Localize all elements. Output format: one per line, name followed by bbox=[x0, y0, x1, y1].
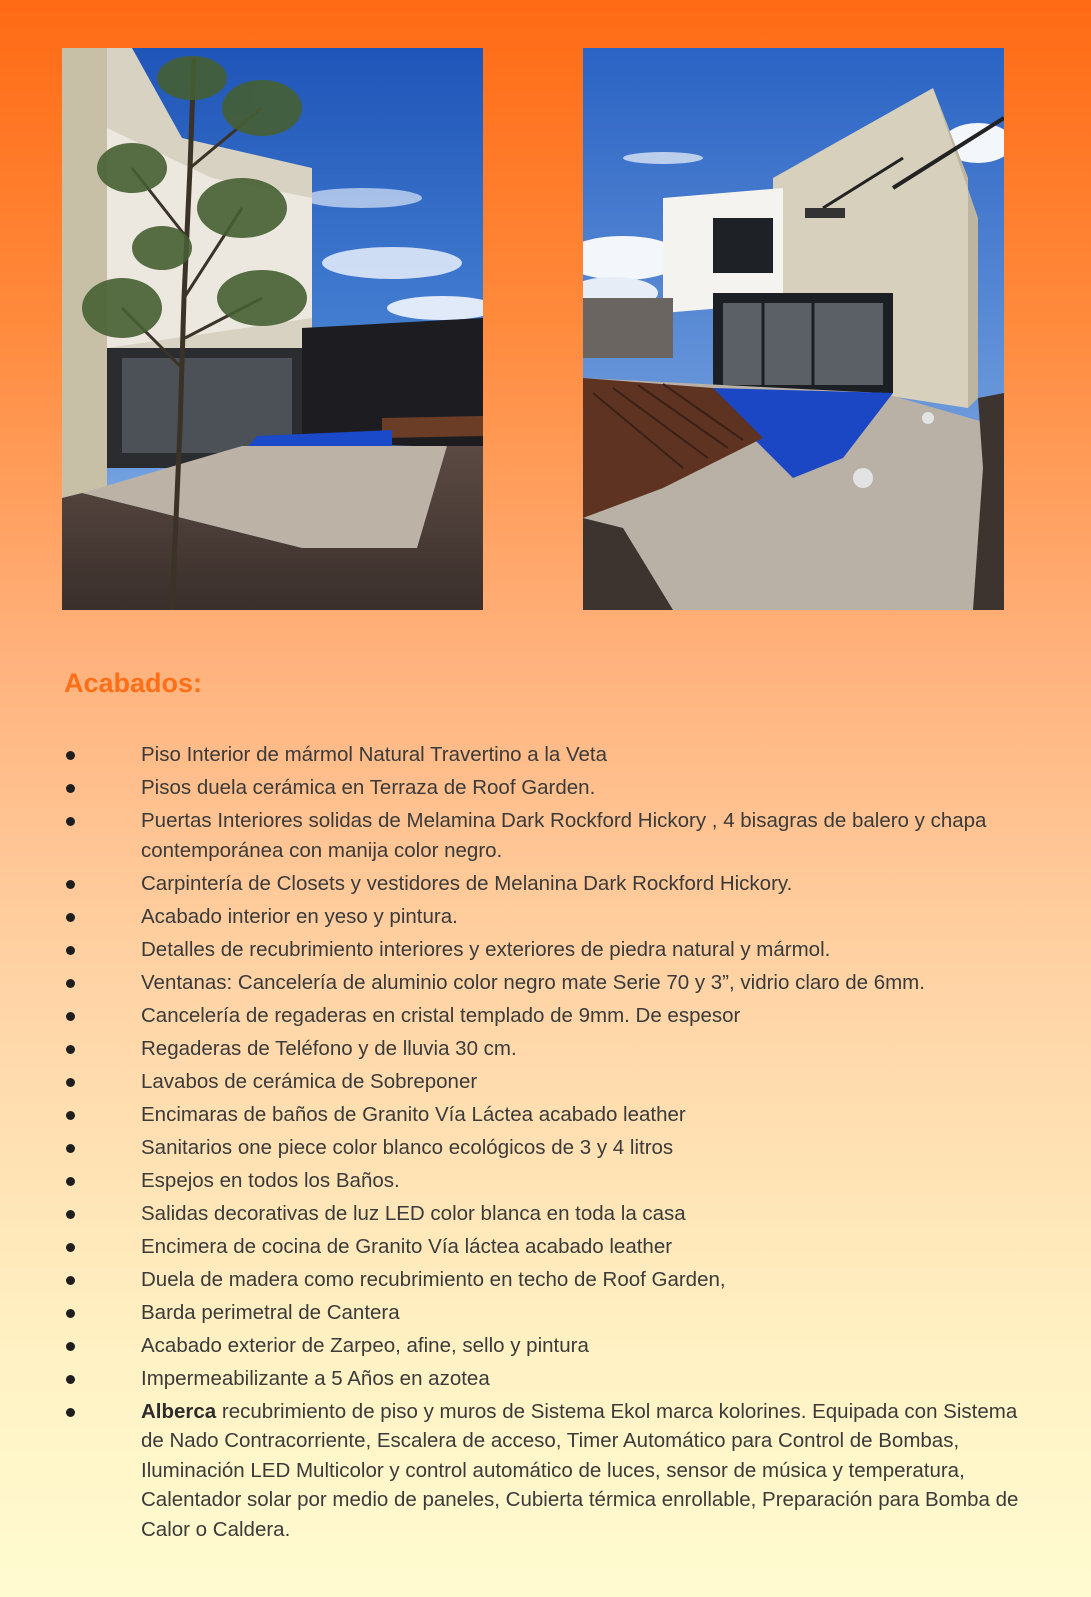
bullet-icon bbox=[66, 913, 75, 922]
bullet-icon bbox=[66, 817, 75, 826]
list-item bbox=[62, 773, 1022, 803]
list-item-text: Encimaras de baños de Granito Vía Láctea acabado leather bbox=[141, 1102, 686, 1126]
list-item-text: Barda perimetral de Cantera bbox=[141, 1300, 400, 1324]
list-item-text: Lavabos de cerámica de Sobreponer bbox=[141, 1069, 478, 1093]
list-item-lead: Alberca bbox=[141, 1399, 217, 1423]
list-item-text: Acabado interior en yeso y pintura. bbox=[141, 904, 458, 928]
list-item bbox=[62, 1331, 1022, 1361]
bullet-icon bbox=[66, 784, 75, 793]
bullet-icon bbox=[66, 1375, 75, 1384]
list-item-text: Ventanas: Cancelería de aluminio color negro mate Serie 70 y 3”, vidrio claro de 6mm. bbox=[141, 970, 925, 994]
bullet-icon bbox=[66, 1309, 75, 1318]
list-item-text: Detalles de recubrimiento interiores y exteriores de piedra natural y mármol. bbox=[141, 937, 831, 961]
bullet-icon bbox=[66, 1078, 75, 1087]
list-item-text: Regaderas de Teléfono y de lluvia 30 cm. bbox=[141, 1036, 517, 1060]
list-item-text: Impermeabilizante a 5 Años en azotea bbox=[141, 1366, 490, 1390]
list-item bbox=[62, 1034, 1022, 1064]
bullet-icon bbox=[66, 751, 75, 760]
bullet-icon bbox=[66, 1045, 75, 1054]
bullet-icon bbox=[66, 1210, 75, 1219]
list-item bbox=[62, 1100, 1022, 1130]
list-item bbox=[62, 1199, 1022, 1229]
list-item-text: Sanitarios one piece color blanco ecológicos de 3 y 4 litros bbox=[141, 1135, 674, 1159]
list-item bbox=[62, 1166, 1022, 1196]
list-item-text: Duela de madera como recubrimiento en techo de Roof Garden, bbox=[141, 1267, 726, 1291]
list-item-text: Acabado exterior de Zarpeo, afine, sello y pintura bbox=[141, 1333, 589, 1357]
list-item bbox=[62, 1298, 1022, 1328]
bullet-icon bbox=[66, 1144, 75, 1153]
section-title: Acabados: bbox=[64, 668, 203, 698]
list-item-text: Pisos duela cerámica en Terraza de Roof Garden. bbox=[141, 776, 596, 799]
list-item-text: Encimera de cocina de Granito Vía láctea acabado leather bbox=[141, 1234, 673, 1258]
list-item-text: Cancelería de regaderas en cristal templado de 9mm. De espesor bbox=[141, 1003, 741, 1027]
finishes-list bbox=[62, 740, 1022, 1548]
bullet-icon bbox=[66, 1111, 75, 1120]
list-item bbox=[62, 1265, 1022, 1295]
list-item bbox=[62, 740, 1022, 770]
list-item-text: Piso Interior de mármol Natural Travertino a la Veta bbox=[141, 743, 608, 766]
bullet-icon bbox=[66, 880, 75, 889]
bullet-icon bbox=[66, 979, 75, 988]
list-item-text: Puertas Interiores solidas de Melamina Dark Rockford Hickory , 4 bisagras de balero y chapa contemporánea con manija color negro. bbox=[141, 809, 987, 862]
bullet-icon bbox=[66, 1276, 75, 1285]
list-item bbox=[62, 806, 1022, 865]
list-item bbox=[62, 1364, 1022, 1394]
list-item-text: recubrimiento de piso y muros de Sistema Ekol marca kolorines. Equipada con Sistema de Nado Contracorriente, Escalera de acceso, Timer Automático para Control de Bombas, Iluminación LED Multicolor y control automático de luces, sensor de música y temperatura, Calentador solar por medio de paneles, Cubierta térmica enrollable, Preparación para Bomba de Calor o Caldera. bbox=[141, 1399, 1019, 1541]
bullet-icon bbox=[66, 1177, 75, 1186]
bullet-icon bbox=[66, 1408, 75, 1417]
list-item-text: Espejos en todos los Baños. bbox=[141, 1168, 400, 1192]
list-item bbox=[62, 1067, 1022, 1097]
bullet-icon bbox=[66, 1342, 75, 1351]
list-item-text: Carpintería de Closets y vestidores de Melanina Dark Rockford Hickory. bbox=[141, 871, 793, 895]
list-item-text: Salidas decorativas de luz LED color blanca en toda la casa bbox=[141, 1201, 686, 1225]
list-item bbox=[62, 935, 1022, 965]
list-item bbox=[62, 968, 1022, 998]
list-item bbox=[62, 1397, 1022, 1545]
bullet-icon bbox=[66, 1012, 75, 1021]
photo-backyard-tree-pool bbox=[62, 48, 483, 610]
list-item bbox=[62, 1232, 1022, 1262]
list-item bbox=[62, 1001, 1022, 1031]
list-item bbox=[62, 1133, 1022, 1163]
list-item bbox=[62, 902, 1022, 932]
list-item bbox=[62, 869, 1022, 899]
bullet-icon bbox=[66, 946, 75, 955]
photo-house-facade-pool bbox=[583, 48, 1004, 610]
bullet-icon bbox=[66, 1243, 75, 1252]
